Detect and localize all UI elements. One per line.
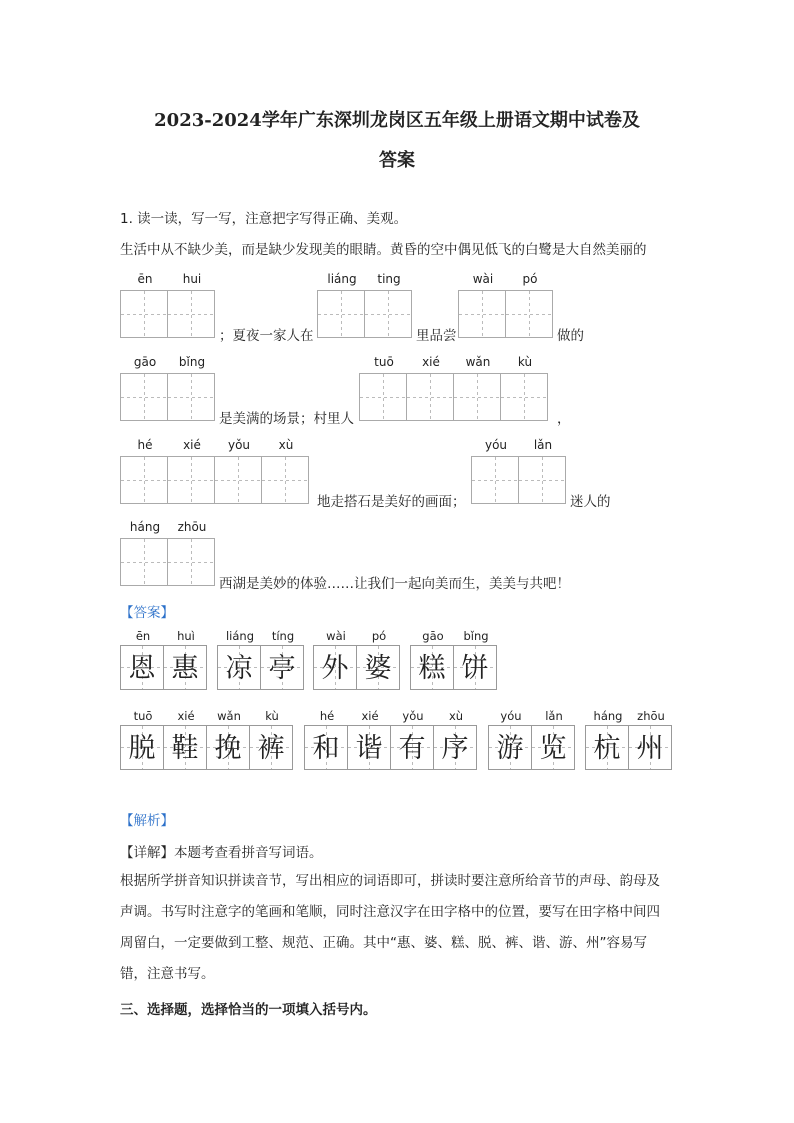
tianzige-cell	[458, 272, 506, 338]
answer-character: 饼	[461, 653, 489, 684]
pinyin-label: pó	[522, 272, 538, 286]
pinyin-label: lǎn	[533, 438, 553, 452]
pinyin-label: tuō	[374, 355, 394, 369]
pinyin-label: zhōu	[637, 709, 665, 723]
answer-character: 鞋	[171, 733, 199, 764]
question-text: 地走搭石是美好的画面；	[317, 494, 466, 510]
question-text: ，	[557, 411, 571, 427]
question-text: 是美满的场景；村里人	[219, 411, 354, 427]
tianzige-cell	[488, 709, 532, 770]
analysis-label: 【解析】	[120, 813, 174, 829]
pinyin-label: yóu	[484, 438, 508, 452]
tianzige-grid	[120, 272, 214, 338]
question-text: 迷人的	[570, 494, 611, 510]
tianzige-cell	[313, 629, 357, 690]
tianzige-grid	[120, 520, 214, 586]
answer-character: 亭	[268, 653, 296, 684]
tianzige-cell	[453, 629, 497, 690]
question-text: 西湖是美妙的体验……让我们一起向美而生，美美与共吧！	[219, 576, 570, 592]
pinyin-label: ēn	[137, 272, 153, 286]
tianzige-cell	[518, 438, 566, 504]
tianzige-cell	[433, 709, 477, 770]
answer-character: 脱	[128, 733, 156, 764]
question-text: 做的	[557, 328, 584, 344]
pinyin-label: hé	[319, 709, 335, 723]
answer-word-grid	[304, 709, 476, 770]
tianzige-cell	[214, 438, 262, 504]
tianzige-cell	[531, 709, 575, 770]
tianzige-cell	[206, 709, 250, 770]
tianzige-cell	[167, 520, 215, 586]
question-prompt: 1. 读一读，写一写，注意把字写得正确、美观。	[120, 211, 408, 227]
question-intro: 生活中从不缺少美，而是缺少发现美的眼睛。黄昏的空中偶见低飞的白鹭是大自然美丽的	[120, 242, 647, 258]
answer-character: 婆	[364, 653, 392, 684]
analysis-body: 根据所学拼音知识拼读音节，写出相应的词语即可，拼读时要注意所给音节的声母、韵母及声调。书写时注意字的笔画和笔顺，同时注意汉字在田字格中的位置，要写在田字格中间四周留白，一定要做到工整、规范、正确。其中“惠、婆、糕、脱、裤、谐、游、州”容易写错，注意书写。	[120, 873, 660, 982]
answer-word-grid	[410, 629, 496, 690]
question-text: 里品尝	[416, 328, 457, 344]
tianzige-cell	[260, 629, 304, 690]
tianzige-cell	[505, 272, 553, 338]
tianzige-cell	[347, 709, 391, 770]
tianzige-grid	[359, 355, 547, 421]
pinyin-label: xié	[361, 709, 379, 723]
tianzige-grid	[120, 355, 214, 421]
pinyin-label: xié	[422, 355, 440, 369]
answer-character: 览	[539, 733, 567, 764]
tianzige-cell	[261, 438, 309, 504]
tianzige-grid	[120, 438, 308, 504]
tianzige-cell	[167, 355, 215, 421]
tianzige-grid	[458, 272, 552, 338]
tianzige-grid	[317, 272, 411, 338]
answer-character: 谐	[355, 733, 383, 764]
pinyin-label: hé	[137, 438, 153, 452]
tianzige-cell	[217, 629, 261, 690]
pinyin-label: tuō	[133, 709, 153, 723]
pinyin-label: yóu	[500, 709, 522, 723]
pinyin-label: pó	[371, 629, 387, 643]
tianzige-cell	[167, 438, 215, 504]
tianzige-cell	[120, 629, 164, 690]
section-heading: 三、选择题，选择恰当的一项填入括号内。	[120, 1002, 377, 1018]
answer-character: 序	[441, 733, 469, 764]
pinyin-label: xù	[448, 709, 464, 723]
pinyin-label: liáng	[225, 629, 255, 643]
answer-character: 州	[636, 733, 664, 764]
pinyin-label: xù	[278, 438, 294, 452]
pinyin-label: ēn	[135, 629, 151, 643]
pinyin-label: wǎn	[217, 709, 241, 723]
tianzige-cell	[163, 629, 207, 690]
answer-word-grid	[217, 629, 303, 690]
analysis-detail: 【详解】本题考查看拼音写词语。	[120, 845, 323, 861]
pinyin-label: hui	[182, 272, 202, 286]
answer-character: 裤	[257, 733, 285, 764]
pinyin-label: xié	[183, 438, 201, 452]
pinyin-label: liáng	[327, 272, 357, 286]
pinyin-label: kù	[517, 355, 533, 369]
tianzige-cell	[120, 272, 168, 338]
answer-word-grid	[488, 709, 574, 770]
tianzige-cell	[628, 709, 672, 770]
tianzige-cell	[500, 355, 548, 421]
pinyin-label: háng	[593, 709, 623, 723]
pinyin-label: ting	[377, 272, 401, 286]
pinyin-label: zhōu	[177, 520, 207, 534]
answer-word-grid	[585, 709, 671, 770]
answer-character: 游	[496, 733, 524, 764]
answer-character: 惠	[171, 653, 199, 684]
answer-word-grid	[120, 709, 292, 770]
pinyin-label: bǐng	[463, 629, 489, 643]
tianzige-cell	[120, 438, 168, 504]
pinyin-label: yǒu	[227, 438, 251, 452]
answer-character: 凉	[225, 653, 253, 684]
answer-character: 外	[321, 653, 349, 684]
page-title-cont: 答案	[379, 150, 415, 171]
question-text: ；夏夜一家人在	[219, 328, 314, 344]
pinyin-label: wài	[472, 272, 494, 286]
tianzige-cell	[317, 272, 365, 338]
pinyin-label: gāo	[133, 355, 157, 369]
pinyin-label: bǐng	[178, 355, 206, 369]
tianzige-cell	[359, 355, 407, 421]
pinyin-label: wài	[326, 629, 346, 643]
pinyin-label: yǒu	[402, 709, 424, 723]
tianzige-cell	[163, 709, 207, 770]
tianzige-cell	[406, 355, 454, 421]
pinyin-label: gāo	[422, 629, 444, 643]
answer-character: 有	[398, 733, 426, 764]
answer-word-grid	[120, 629, 206, 690]
answer-character: 挽	[214, 733, 242, 764]
answer-character: 和	[312, 733, 340, 764]
tianzige-cell	[410, 629, 454, 690]
tianzige-cell	[471, 438, 519, 504]
pinyin-label: lǎn	[545, 709, 563, 723]
pinyin-label: xié	[177, 709, 195, 723]
answer-character: 杭	[593, 733, 621, 764]
tianzige-cell	[120, 355, 168, 421]
tianzige-grid	[471, 438, 565, 504]
tianzige-cell	[364, 272, 412, 338]
pinyin-label: wǎn	[465, 355, 491, 369]
tianzige-cell	[304, 709, 348, 770]
tianzige-cell	[585, 709, 629, 770]
pinyin-label: huì	[177, 629, 195, 643]
tianzige-cell	[390, 709, 434, 770]
answer-word-grid	[313, 629, 399, 690]
tianzige-cell	[120, 520, 168, 586]
pinyin-label: tíng	[271, 629, 295, 643]
tianzige-cell	[453, 355, 501, 421]
tianzige-cell	[356, 629, 400, 690]
tianzige-cell	[249, 709, 293, 770]
pinyin-label: kù	[265, 709, 279, 723]
answer-character: 恩	[128, 653, 156, 684]
tianzige-cell	[120, 709, 164, 770]
pinyin-label: háng	[129, 520, 161, 534]
tianzige-cell	[167, 272, 215, 338]
answer-label: 【答案】	[120, 605, 174, 621]
page-title: 2023-2024学年广东深圳龙岗区五年级上册语文期中试卷及	[154, 110, 640, 131]
answer-character: 糕	[418, 653, 446, 684]
